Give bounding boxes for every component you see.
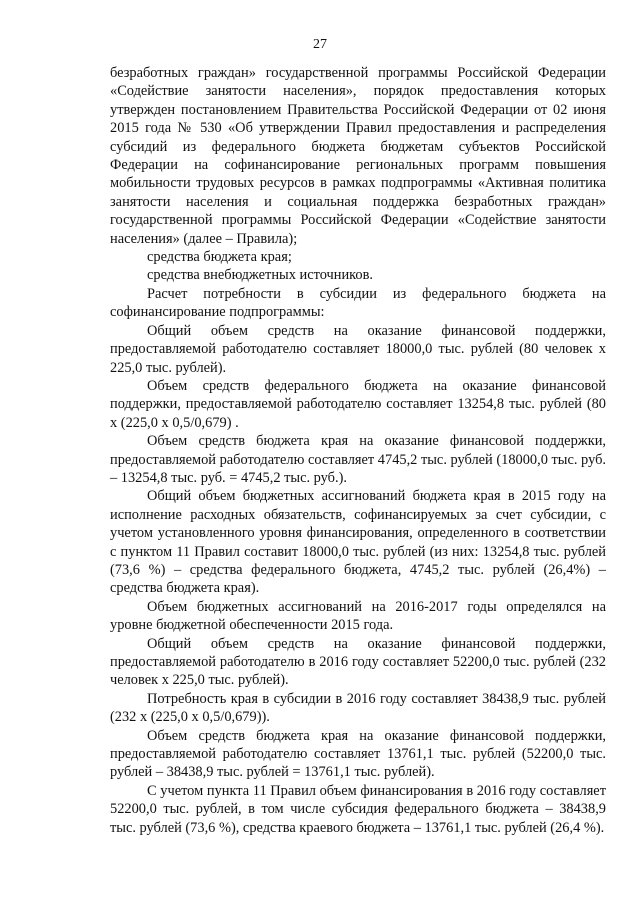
paragraph: Объем средств федерального бюджета на оказание финансовой поддержки, предоставляемой работодателю составляет 13254,8 тыс. рублей (80 х (225,0 х 0,5/0,679) . [110,377,606,431]
paragraph: Объем средств бюджета края на оказание финансовой поддержки, предоставляемой работодателю составляет 4745,2 тыс. рублей (18000,0 тыс. руб. – 13254,8 тыс. руб. = 4745,2 тыс. руб.). [110,433,606,486]
paragraph: Расчет потребности в субсидии из федерального бюджета на софинансирование подпрограммы: [110,285,606,321]
paragraph: Общий объем средств на оказание финансовой поддержки, предоставляемой работодателю в 2016 году составляет 52200,0 тыс. рублей (232 человек х 225,0 тыс. рублей). [110,635,606,689]
paragraph: Общий объем средств на оказание финансовой поддержки, предоставляемой работодателю составляет 18000,0 тыс. рублей (80 человек х 225,0 тыс. рублей). [110,322,606,376]
paragraph: средства внебюджетных источников. [147,267,374,284]
paragraph: Объем средств бюджета края на оказание финансовой поддержки, предоставляемой работодателю составляет 13761,1 тыс. рублей (52200,0 тыс. рублей – 38438,9 тыс. рублей = 13761,1 тыс. рублей). [110,727,606,781]
paragraph: Объем бюджетных ассигнований на 2016-2017 годы определялся на уровне бюджетной обеспеченности 2015 года. [110,598,606,634]
paragraph: средства бюджета края; [147,249,292,266]
paragraph: С учетом пункта 11 Правил объем финансирования в 2016 году составляет 52200,0 тыс. рублей, в том числе субсидия федерального бюджета – 38438,9 тыс. рублей (73,6 %), средства краевого бюджета – 13761,1 тыс. рублей (26,4 %). [110,782,606,836]
page-number: 27 [313,37,327,52]
paragraph: Потребность края в субсидии в 2016 году составляет 38438,9 тыс. рублей (232 х (225,0 х 0,5/0,679)). [110,690,606,726]
paragraph: Общий объем бюджетных ассигнований бюджета края в 2015 году на исполнение расходных обязательств, софинансируемых за счет субсидии, с учетом установленного уровня финансирования, определенного в соответствии с пунктом 11 Правил составит 18000,0 тыс. рублей (из них: 13254,8 тыс. рублей (73,6 %) – средства федерального бюджета, 4745,2 тыс. рублей (26,4%) – средства бюджета края). [110,488,606,597]
paragraph: безработных граждан» государственной программы Российской Федерации «Содействие занятости населения», порядок предоставления которых утвержден постановлением Правительства Российской Федерации от 02 июня 2015 года № 530 «Об утверждении Правил предоставления и распределения субсидий из федерального бюджета бюджетам субъектов Российской Федерации на софинансирование региональных программ повышения мобильности трудовых ресурсов в рамках подпрограммы «Активная политика занятости населения и социальная поддержка безработных граждан» государственной программы Российской Федерации «Содействие занятости населения» (далее – Правила); [110,65,606,247]
document-body [110,64,606,837]
